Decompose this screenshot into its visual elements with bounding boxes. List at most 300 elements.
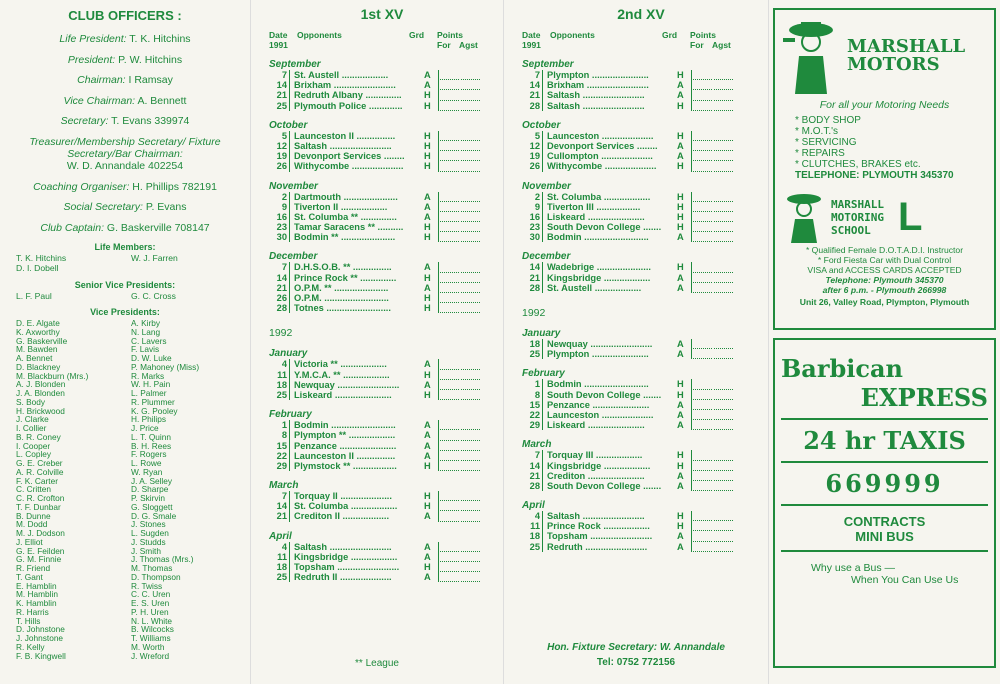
officer-role: Chairman: <box>77 74 126 87</box>
points-against <box>461 161 480 171</box>
fixture-ground: A <box>424 379 431 390</box>
fixture-date: 28 <box>269 303 290 313</box>
points-against <box>461 511 480 521</box>
service-item: * BODY SHOP <box>795 115 861 126</box>
fixture-opponent: Wadebrige ..................... <box>547 262 652 273</box>
fixture-ground: A <box>677 420 684 431</box>
member-name: F. B. Kingwell <box>16 650 66 661</box>
ads-panel <box>768 0 1000 684</box>
fixture-points <box>691 481 734 491</box>
fixture-date: 15 <box>269 441 290 451</box>
fixture-date: 21 <box>269 511 290 521</box>
member-name: C. Lavers <box>131 335 167 346</box>
points-for <box>440 562 459 572</box>
fixture-opponent: St. Columba .................. <box>547 191 651 202</box>
fixture-opponent: Redruth ........................ <box>547 541 648 552</box>
member-name: J. Clarke <box>16 414 49 425</box>
officer-row <box>0 74 250 86</box>
fixture-date: 30 <box>269 232 290 242</box>
fixture-opponent: Bodmin ** ..................... <box>294 232 396 243</box>
fixture-opponent: Plympton ...................... <box>547 349 649 360</box>
officer-name: A. Bennett <box>137 94 187 107</box>
fixture-row <box>522 90 760 100</box>
fixture-row <box>269 232 495 242</box>
member-name: T. Hills <box>16 615 41 626</box>
fixture-opponent: Launceston II ............... <box>294 130 396 141</box>
fixture-points <box>691 101 734 111</box>
senior-vp-list <box>0 292 250 302</box>
member-name: E. Hamblin <box>16 580 57 591</box>
fixture-row <box>269 222 495 232</box>
points-against <box>714 531 733 541</box>
fixture-month: March <box>269 480 299 492</box>
member-name: L. Rowe <box>131 458 162 469</box>
points-for <box>693 471 712 481</box>
member-name: A. J. Blonden <box>16 379 66 390</box>
fixture-ground: H <box>677 389 684 400</box>
member-name: K. Hamblin <box>16 598 57 609</box>
member-name: A. Kirby <box>131 318 161 329</box>
fixture-month: February <box>522 368 565 380</box>
points-against <box>461 359 480 369</box>
fixture-row <box>269 262 495 272</box>
points-for <box>693 481 712 491</box>
fixture-date: 14 <box>269 501 290 511</box>
fixture-points <box>438 511 481 521</box>
points-against <box>461 222 480 232</box>
fixture-ground: A <box>677 399 684 410</box>
member-name: H. Philips <box>131 414 167 425</box>
officer-row <box>0 201 250 213</box>
fixture-opponent: Victoria ** .................. <box>294 359 387 370</box>
fixture-points <box>438 370 481 380</box>
fixture-points <box>438 430 481 440</box>
fixture-points <box>438 542 481 552</box>
fixture-date: 11 <box>269 552 290 562</box>
fixture-points <box>438 151 481 161</box>
fixture-points <box>438 131 481 141</box>
fixture-opponent: Launceston II ............... <box>294 450 396 461</box>
fixture-points <box>438 90 481 100</box>
points-for <box>440 430 459 440</box>
fixture-date: 11 <box>522 521 543 531</box>
fixture-opponent: Brixham ........................ <box>547 80 649 91</box>
officer-name: T. Evans 339974 <box>111 115 190 128</box>
officer-role: Coaching Organiser: <box>33 180 130 193</box>
member-name: A. R. Colville <box>16 466 64 477</box>
fixture-ground: A <box>424 420 431 431</box>
fixture-ground: H <box>677 262 684 273</box>
points-against <box>714 151 733 161</box>
fixture-opponent: Withycombe .................... <box>547 161 657 172</box>
fixture-ground: H <box>424 293 431 303</box>
fixture-points <box>691 131 734 141</box>
fixture-opponent: Prince Rock .................. <box>547 521 650 532</box>
points-for <box>440 80 459 90</box>
points-against <box>461 542 480 552</box>
fixture-points <box>438 192 481 202</box>
fixture-month: September <box>522 59 574 70</box>
fixture-row <box>269 151 495 161</box>
fixture-points <box>691 90 734 100</box>
officer-role: President: <box>67 53 116 66</box>
member-name: D. Sharpe <box>131 484 169 495</box>
fixture-opponent: Torquay III .................. <box>547 450 643 461</box>
points-for <box>440 141 459 151</box>
points-against <box>714 400 733 410</box>
fixture-opponent: Newquay ........................ <box>547 339 653 349</box>
fixture-ground: H <box>424 100 431 111</box>
member-name: J. Price <box>131 423 159 434</box>
member-name: A. Bennet <box>16 353 53 364</box>
points-against <box>461 232 480 242</box>
fixture-ground: A <box>424 541 431 552</box>
fixture-points <box>438 222 481 232</box>
officer-row <box>0 181 250 193</box>
points-for <box>440 283 459 293</box>
fixture-row <box>269 293 495 303</box>
fixture-date: 26 <box>269 293 290 303</box>
fixture-points <box>438 293 481 303</box>
member-name: D. I. Dobell <box>16 262 59 273</box>
fixture-ground: H <box>677 130 684 141</box>
fixture-ground: A <box>424 551 431 562</box>
fixture-row <box>522 481 760 491</box>
points-against <box>461 461 480 471</box>
member-name: C. R. Crofton <box>16 493 65 504</box>
fixture-row <box>269 430 495 440</box>
fixture-ground: H <box>677 211 684 222</box>
points-for <box>440 552 459 562</box>
fixture-points <box>691 471 734 481</box>
points-against <box>714 262 733 272</box>
member-name: M. Blackburn (Mrs.) <box>16 370 89 381</box>
fixture-row <box>522 222 760 232</box>
service-item: * REPAIRS <box>795 148 845 159</box>
points-against <box>714 481 733 491</box>
member-name: D. E. Algate <box>16 318 60 329</box>
fixture-date: 4 <box>522 511 543 521</box>
member-name: T. Gant <box>16 571 43 582</box>
points-against <box>461 562 480 572</box>
points-for <box>693 339 712 349</box>
officer-row <box>0 54 250 66</box>
life-members-heading: Life Members: <box>94 242 156 253</box>
fixture-points <box>691 420 734 430</box>
fixture-opponent: Launceston .................... <box>547 130 654 141</box>
points-against <box>461 262 480 272</box>
fixture-points <box>691 511 734 521</box>
points-against <box>461 131 480 141</box>
points-against <box>714 90 733 100</box>
fixture-date: 21 <box>269 283 290 293</box>
fixture-row <box>522 141 760 151</box>
cowboy-icon <box>781 16 841 96</box>
fixture-points <box>691 141 734 151</box>
fixture-points <box>438 80 481 90</box>
fixture-date: 9 <box>269 202 290 212</box>
fixture-opponent: Prince Rock ** .............. <box>294 272 397 283</box>
points-against <box>714 202 733 212</box>
fixture-points <box>691 461 734 471</box>
fixture-row <box>522 151 760 161</box>
points-for <box>440 131 459 141</box>
fixture-points <box>691 390 734 400</box>
points-against <box>461 141 480 151</box>
fixture-row <box>269 283 495 293</box>
points-for <box>440 202 459 212</box>
member-name: L. Copley <box>16 449 52 460</box>
points-against <box>714 461 733 471</box>
fixture-ground: H <box>677 521 684 532</box>
points-for <box>440 192 459 202</box>
points-against <box>461 370 480 380</box>
points-against <box>714 450 733 460</box>
service-item: * SERVICING <box>795 137 857 148</box>
fixture-points <box>691 161 734 171</box>
points-for <box>440 262 459 272</box>
fixture-row <box>522 379 760 389</box>
fixture-date: 5 <box>269 131 290 141</box>
points-for <box>693 349 712 359</box>
member-name: F. K. Carter <box>16 475 58 486</box>
fixture-points <box>691 232 734 242</box>
member-name: J. A. Blonden <box>16 388 65 399</box>
fixture-row <box>522 420 760 430</box>
fixture-month: March <box>522 439 552 451</box>
points-against <box>714 283 733 293</box>
points-for <box>693 410 712 420</box>
fixture-ground: A <box>677 349 684 360</box>
points-for <box>693 101 712 111</box>
member-name: J. Studds <box>131 536 166 547</box>
points-for <box>440 212 459 222</box>
fixture-ground: H <box>677 222 684 233</box>
fixture-points <box>438 262 481 272</box>
officer-role: Vice Chairman: <box>63 94 136 107</box>
member-name: G. E. Creber <box>16 458 63 469</box>
fixture-row <box>522 202 760 212</box>
fixture-row <box>522 531 760 541</box>
member-name: T. Williams <box>131 633 171 644</box>
points-against <box>461 552 480 562</box>
points-for <box>693 273 712 283</box>
fixture-points <box>438 420 481 430</box>
points-for <box>693 80 712 90</box>
fixture-points <box>691 379 734 389</box>
officer-role: Club Captain: <box>40 221 104 234</box>
points-against <box>461 212 480 222</box>
fixture-row <box>269 90 495 100</box>
fixture-opponent: Launceston .................... <box>547 409 654 420</box>
fixture-ground: H <box>424 232 431 243</box>
points-for <box>693 131 712 141</box>
fixture-opponent: Bodmin ......................... <box>294 420 396 431</box>
member-name: G. C. Cross <box>131 290 176 301</box>
fixture-row <box>269 202 495 212</box>
service-item: * M.O.T.'s <box>795 126 839 137</box>
fixture-date: 18 <box>522 531 543 541</box>
fixture-ground: A <box>424 262 431 273</box>
fixture-date: 29 <box>522 420 543 430</box>
fixture-date: 1 <box>269 420 290 430</box>
fixture-date: 23 <box>522 222 543 232</box>
fixture-points <box>438 202 481 212</box>
fixture-row <box>522 283 760 293</box>
fixture-row <box>269 441 495 451</box>
fixture-month: October <box>522 119 561 131</box>
member-name: T. F. Dunbar <box>16 501 61 512</box>
fixture-row <box>269 511 495 521</box>
fixture-points <box>438 70 481 80</box>
fixture-opponent: St. Columba .................. <box>294 501 398 512</box>
officers-list <box>0 33 250 127</box>
points-for <box>693 379 712 389</box>
fixture-date: 25 <box>269 101 290 111</box>
fixture-row <box>522 390 760 400</box>
points-for <box>440 232 459 242</box>
points-for <box>693 70 712 80</box>
member-name: W. Ryan <box>131 466 163 477</box>
fixture-ground: H <box>424 501 431 512</box>
fixture-row <box>269 80 495 90</box>
fixture-opponent: Bodmin ......................... <box>547 379 649 390</box>
fixture-opponent: St. Columba ** .............. <box>294 211 397 222</box>
fixture-ground: A <box>677 90 684 101</box>
member-name: C. Critten <box>16 484 52 495</box>
fixture-points <box>691 80 734 90</box>
fixture-points <box>691 212 734 222</box>
fixture-ground: A <box>424 359 431 370</box>
fixture-row <box>269 101 495 111</box>
fixture-row <box>522 161 760 171</box>
fixture-row <box>269 192 495 202</box>
points-for <box>693 232 712 242</box>
points-for <box>440 90 459 100</box>
points-against <box>714 70 733 80</box>
fixture-row <box>522 80 760 90</box>
fixture-ground: H <box>424 90 431 101</box>
learner-plate: L <box>897 194 923 239</box>
fixture-ground: A <box>424 80 431 91</box>
fixture-ground: A <box>677 480 684 491</box>
senior-vp-heading: Senior Vice Presidents: <box>74 279 176 290</box>
member-name: R. Kelly <box>16 641 45 652</box>
points-against <box>461 273 480 283</box>
fixture-row <box>522 450 760 460</box>
fixture-date: 18 <box>269 380 290 390</box>
fixture-opponent: Penzance ...................... <box>294 440 397 451</box>
fixture-points <box>691 450 734 460</box>
fixture-opponent: South Devon College ....... <box>547 222 662 233</box>
member-name: N. L. White <box>131 615 173 626</box>
fixture-points <box>691 192 734 202</box>
second-xv-header: Date Opponents Grd Points <box>522 30 716 40</box>
fixture-date: 16 <box>269 212 290 222</box>
fixture-points <box>438 212 481 222</box>
fixture-ground: H <box>424 222 431 233</box>
fixture-ground: A <box>677 409 684 420</box>
officer-name: H. Phillips 782191 <box>132 180 217 193</box>
fixture-row <box>522 542 760 552</box>
member-name: G. E. Feilden <box>16 545 65 556</box>
fixture-row <box>269 370 495 380</box>
fixture-row <box>522 400 760 410</box>
fixture-row <box>269 542 495 552</box>
fixture-date: 7 <box>269 70 290 80</box>
fixture-date: 28 <box>522 481 543 491</box>
fixture-date: 21 <box>522 273 543 283</box>
fixture-row <box>522 262 760 272</box>
points-for <box>440 70 459 80</box>
fixture-month: April <box>522 500 545 512</box>
points-for <box>440 441 459 451</box>
fixture-ground: H <box>424 151 431 162</box>
member-name: D. Johnstone <box>16 624 65 635</box>
member-name: P. Mahoney (Miss) <box>131 361 200 372</box>
fixture-month: April <box>269 530 292 542</box>
fixture-opponent: Totnes ......................... <box>294 303 391 314</box>
points-for <box>440 303 459 313</box>
fixture-points <box>691 202 734 212</box>
fixture-ground: H <box>424 369 431 380</box>
fixture-opponent: Kingsbridge .................. <box>547 460 651 471</box>
fixture-ground: A <box>424 282 431 293</box>
fixture-points <box>438 283 481 293</box>
fixture-opponent: Crediton ...................... <box>547 470 645 481</box>
officers-title: CLUB OFFICERS : <box>68 8 182 23</box>
fixture-date: 2 <box>522 192 543 202</box>
fixture-opponent: St. Austell .................. <box>294 70 389 80</box>
fixture-opponent: Saltash ........................ <box>294 140 392 151</box>
member-name: J. Smith <box>131 545 161 556</box>
fixture-points <box>438 359 481 369</box>
fixture-opponent: Devonport Services ........ <box>547 140 658 151</box>
points-against <box>461 380 480 390</box>
member-name: S. Body <box>16 396 46 407</box>
fixture-opponent: Plymouth Police ............. <box>294 100 403 111</box>
points-against <box>714 471 733 481</box>
points-for <box>693 400 712 410</box>
member-name: M. Bawden <box>16 344 58 355</box>
fixture-opponent: Devonport Services ........ <box>294 151 405 162</box>
fixture-row <box>522 521 760 531</box>
fixture-ground: A <box>424 191 431 202</box>
fixture-row <box>522 410 760 420</box>
life-members-list <box>0 254 250 273</box>
member-name: W. H. Pain <box>131 379 171 390</box>
fixture-opponent: O.P.M. ......................... <box>294 293 389 303</box>
fixture-date: 25 <box>522 349 543 359</box>
points-for <box>693 542 712 552</box>
fixture-points <box>691 273 734 283</box>
member-name: D. G. Smale <box>131 510 177 521</box>
fixture-row <box>522 339 760 349</box>
fixture-date: 8 <box>269 430 290 440</box>
officer-row <box>0 115 250 127</box>
fixture-points <box>691 349 734 359</box>
points-against <box>714 542 733 552</box>
fixture-date: 14 <box>522 80 543 90</box>
service-item: * CLUTCHES, BRAKES etc. <box>795 159 921 170</box>
fixture-row <box>269 451 495 461</box>
fixture-points <box>438 562 481 572</box>
member-name: D. Thompson <box>131 571 181 582</box>
points-against <box>461 420 480 430</box>
fixture-points <box>691 400 734 410</box>
fixture-opponent: Saltash ........................ <box>294 541 392 552</box>
member-name: J. Wreford <box>131 650 170 661</box>
